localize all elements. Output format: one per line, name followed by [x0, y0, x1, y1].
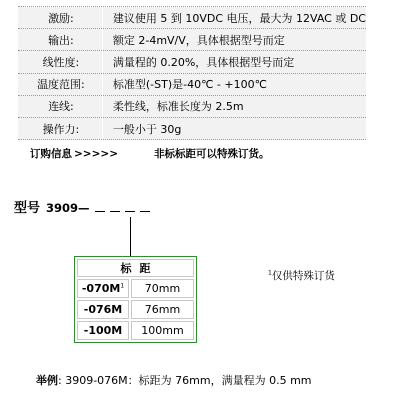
spec-label: 激励:: [18, 7, 102, 29]
model-code-cell: [77, 279, 129, 298]
table-row: [77, 300, 194, 319]
spec-row-output: [18, 29, 366, 51]
footnote-mark: 1: [120, 282, 125, 290]
example-text: : 3909-076M：标距为 76mm，满量程为 0.5 mm: [58, 374, 312, 387]
model-code-cell: [77, 300, 129, 319]
length-cell: 100mm: [131, 321, 194, 340]
model-label: 型号: [14, 201, 41, 216]
spec-value: 建议使用 5 到 10VDC 电压，最大为 12VAC 或 DC: [102, 7, 366, 29]
table-row: [77, 279, 194, 298]
footnote: [268, 268, 335, 283]
example-line: [36, 372, 312, 388]
table-row: [77, 321, 194, 340]
spec-value: 满量程的 0.20%，具体根据型号而定: [102, 51, 366, 73]
model-number: [14, 197, 150, 216]
model-blank-4: [140, 201, 150, 212]
spec-row-force: [18, 117, 366, 139]
spec-value: 一般小于 30g: [102, 117, 366, 139]
ordering-title: 订购信息: [30, 148, 72, 160]
model-blank-1: [95, 201, 105, 212]
ordering-note: 非标标距可以特殊订货。: [154, 148, 270, 160]
spec-table: [18, 6, 366, 140]
model-code: -070M: [81, 282, 121, 295]
model-code-cell: [77, 321, 129, 340]
model-prefix: 3909—: [46, 201, 90, 215]
footnote-number: 1: [268, 269, 272, 277]
length-cell: 70mm: [131, 279, 194, 298]
spec-value: 额定 2-4mV/V，具体根据型号而定: [102, 29, 366, 51]
connector-line: [130, 217, 131, 256]
spec-label: 线性度:: [18, 51, 102, 73]
model-blank-3: [125, 201, 135, 212]
example-label: 举例: [36, 374, 58, 387]
spec-value: 柔性线，标准长度为 2.5m: [102, 95, 366, 117]
spec-row-excitation: [18, 7, 366, 29]
spec-row-wiring: [18, 95, 366, 117]
spec-label: 输出:: [18, 29, 102, 51]
ordering-info: [30, 146, 270, 161]
spec-label: 操作力:: [18, 117, 102, 139]
gauge-length-table: [74, 256, 197, 343]
spec-label: 温度范围:: [18, 73, 102, 95]
spec-label: 连线:: [18, 95, 102, 117]
spec-value: 标准型(-ST)是-40℃ - +100℃: [102, 73, 366, 95]
spec-row-temperature: [18, 73, 366, 95]
model-code: -076M: [83, 303, 123, 316]
model-code: -100M: [83, 324, 123, 337]
ordering-arrows: >>>>>: [74, 148, 118, 160]
gauge-length-header: 标距: [77, 259, 194, 277]
footnote-text: 仅供特殊订货: [271, 270, 335, 282]
spec-row-linearity: [18, 51, 366, 73]
model-blank-2: [110, 201, 120, 212]
length-cell: 76mm: [131, 300, 194, 319]
